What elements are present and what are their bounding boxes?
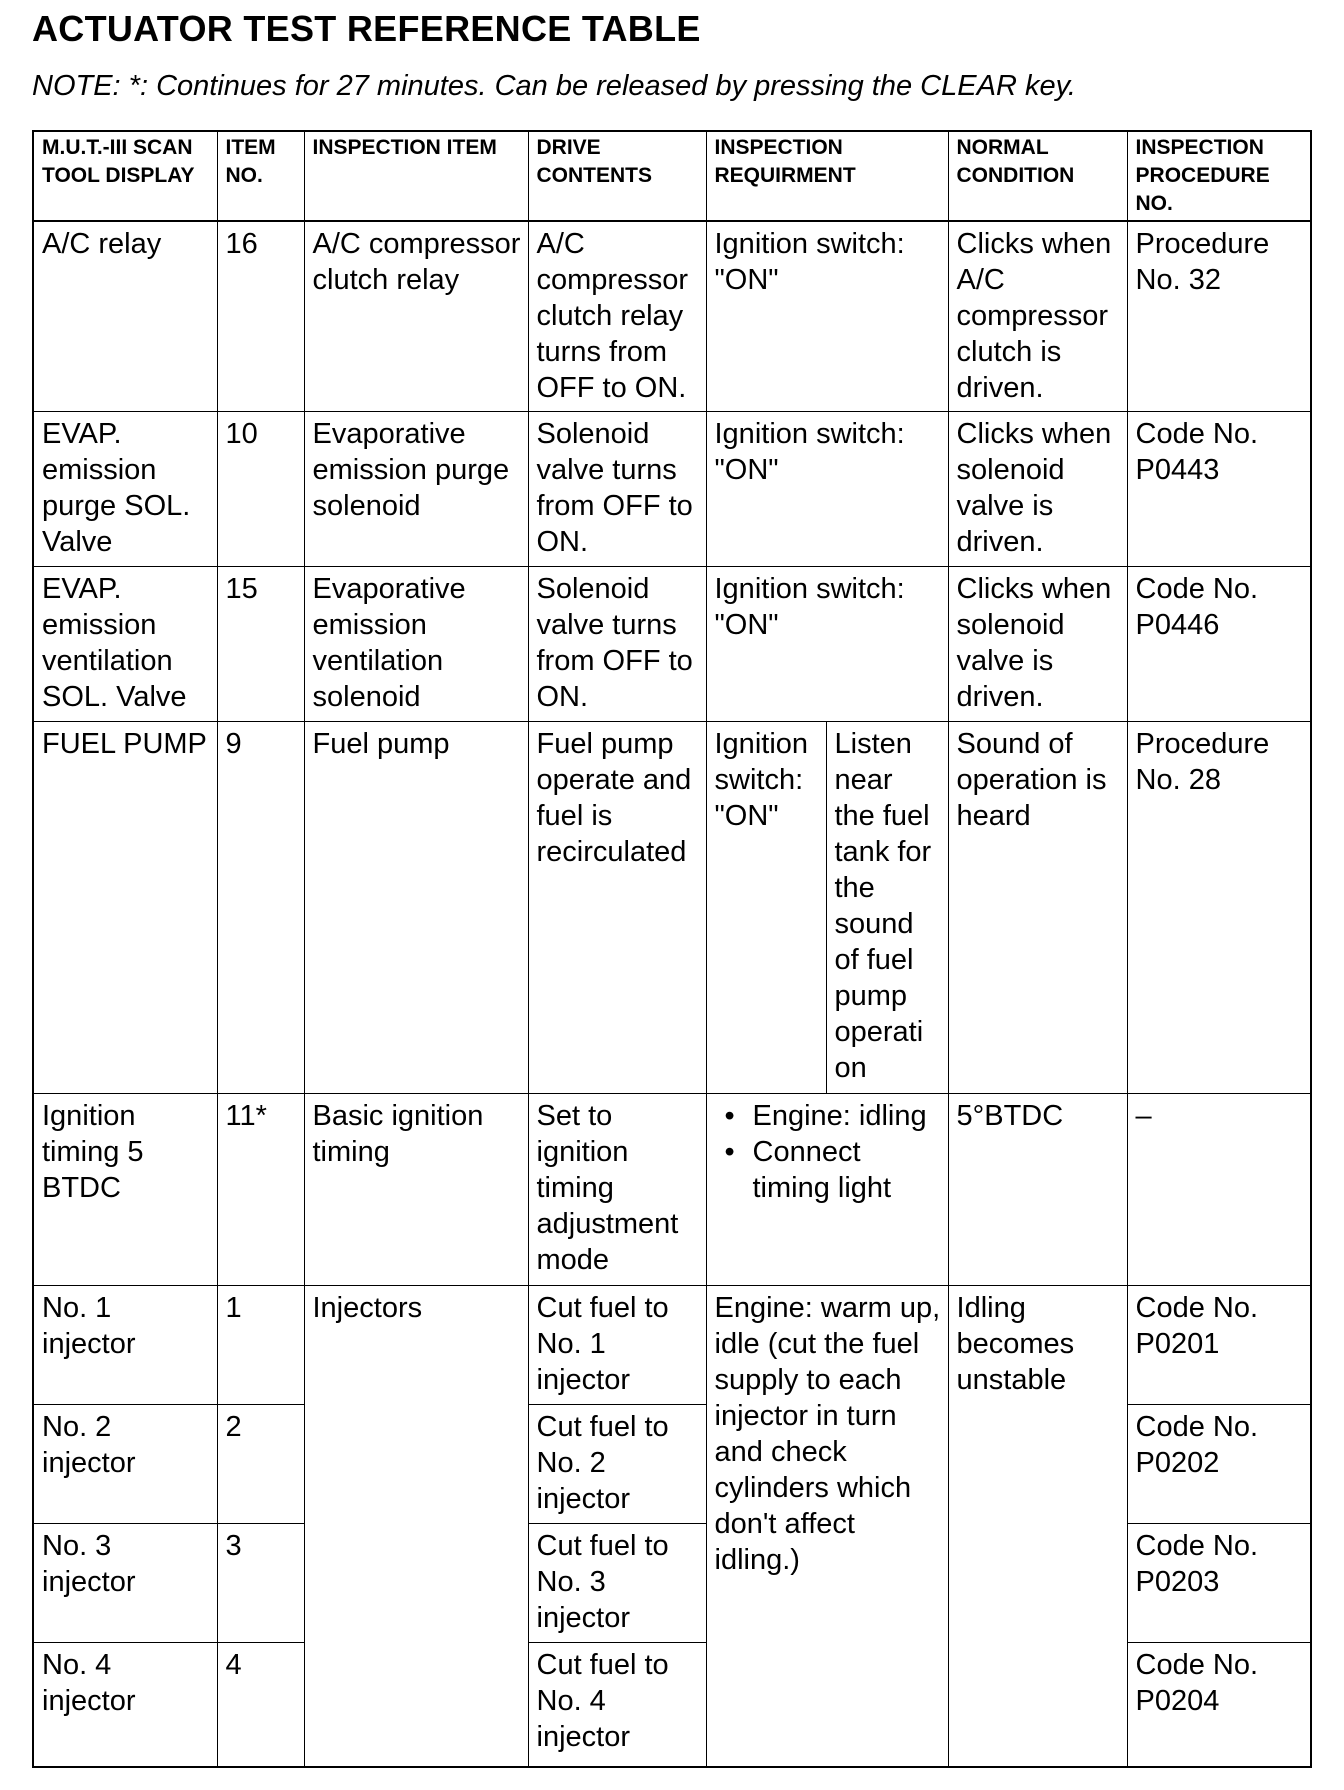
header-inspection-item: INSPECTION ITEM bbox=[304, 131, 528, 221]
header-display: M.U.T.-III SCAN TOOL DISPLAY bbox=[33, 131, 217, 221]
table-row bbox=[33, 221, 1311, 411]
cell-procedure: Procedure No. 32 bbox=[1127, 221, 1311, 411]
table-row bbox=[33, 411, 1311, 566]
cell-inspection-item: Evaporative emission purge solenoid bbox=[304, 411, 528, 566]
header-inspection-requirement: INSPECTION REQUIRMENT bbox=[706, 131, 948, 221]
table-row bbox=[33, 1094, 1311, 1285]
header-drive-contents: DRIVE CONTENTS bbox=[528, 131, 706, 221]
cell-inspection-item: Evaporative emission ventilation solenoid bbox=[304, 567, 528, 722]
cell-normal-condition: Sound of operation is heard bbox=[948, 722, 1127, 1094]
requirement-bullet-list bbox=[715, 1098, 941, 1206]
cell-normal-condition: 5°BTDC bbox=[948, 1094, 1127, 1285]
cell-procedure: Code No. P0202 bbox=[1127, 1404, 1311, 1523]
table-row bbox=[33, 567, 1311, 722]
cell-item-no: 16 bbox=[217, 221, 304, 411]
cell-inspection-item: A/C compressor clutch relay bbox=[304, 221, 528, 411]
cell-normal-condition: Idling becomes unstable bbox=[948, 1285, 1127, 1767]
cell-normal-condition: Clicks when solenoid valve is driven. bbox=[948, 567, 1127, 722]
cell-drive-contents: Fuel pump operate and fuel is recirculated bbox=[528, 722, 706, 1094]
cell-requirement-listen: Listen near the fuel tank for the sound of fuel pump operati on bbox=[826, 722, 948, 1094]
header-row bbox=[33, 131, 1311, 221]
cell-item-no: 2 bbox=[217, 1404, 304, 1523]
actuator-test-table bbox=[32, 130, 1312, 1768]
cell-drive-contents: Cut fuel to No. 3 injector bbox=[528, 1523, 706, 1642]
note-text: NOTE: *: Continues for 27 minutes. Can be released by pressing the CLEAR key. bbox=[32, 70, 1076, 102]
cell-item-no: 10 bbox=[217, 411, 304, 566]
cell-drive-contents: Cut fuel to No. 1 injector bbox=[528, 1285, 706, 1404]
cell-display: No. 3 injector bbox=[33, 1523, 217, 1642]
cell-display: No. 1 injector bbox=[33, 1285, 217, 1404]
header-item-no: ITEM NO. bbox=[217, 131, 304, 221]
cell-item-no: 9 bbox=[217, 722, 304, 1094]
cell-procedure: Procedure No. 28 bbox=[1127, 722, 1311, 1094]
cell-requirement-switch: Ignition switch: "ON" bbox=[706, 722, 826, 1094]
bullet-item: • Connect timing light bbox=[753, 1134, 941, 1206]
cell-item-no: 11* bbox=[217, 1094, 304, 1285]
cell-drive-contents: Cut fuel to No. 2 injector bbox=[528, 1404, 706, 1523]
cell-procedure: Code No. P0443 bbox=[1127, 411, 1311, 566]
cell-item-no: 3 bbox=[217, 1523, 304, 1642]
cell-requirement: Ignition switch: "ON" bbox=[706, 411, 948, 566]
cell-normal-condition: Clicks when solenoid valve is driven. bbox=[948, 411, 1127, 566]
cell-display: EVAP. emission purge SOL. Valve bbox=[33, 411, 217, 566]
cell-item-no: 1 bbox=[217, 1285, 304, 1404]
cell-procedure: Code No. P0446 bbox=[1127, 567, 1311, 722]
cell-drive-contents: Solenoid valve turns from OFF to ON. bbox=[528, 567, 706, 722]
cell-display: No. 2 injector bbox=[33, 1404, 217, 1523]
cell-display: Ignition timing 5 BTDC bbox=[33, 1094, 217, 1285]
table-row bbox=[33, 1285, 1311, 1404]
cell-normal-condition: Clicks when A/C compressor clutch is driven. bbox=[948, 221, 1127, 411]
cell-display: A/C relay bbox=[33, 221, 217, 411]
cell-drive-contents: Set to ignition timing adjustment mode bbox=[528, 1094, 706, 1285]
cell-procedure: Code No. P0204 bbox=[1127, 1643, 1311, 1767]
cell-requirement: Ignition switch: "ON" bbox=[706, 567, 948, 722]
cell-item-no: 4 bbox=[217, 1643, 304, 1767]
cell-display: No. 4 injector bbox=[33, 1643, 217, 1767]
cell-drive-contents: A/C compressor clutch relay turns from OFF to ON. bbox=[528, 221, 706, 411]
bullet-item: • Engine: idling bbox=[753, 1098, 941, 1134]
cell-display: FUEL PUMP bbox=[33, 722, 217, 1094]
cell-inspection-item: Fuel pump bbox=[304, 722, 528, 1094]
cell-display: EVAP. emission ventilation SOL. Valve bbox=[33, 567, 217, 722]
cell-requirement: Engine: warm up, idle (cut the fuel supply to each injector in turn and check cylinders which don't affect idling.) bbox=[706, 1285, 948, 1767]
cell-drive-contents: Cut fuel to No. 4 injector bbox=[528, 1643, 706, 1767]
cell-requirement: Ignition switch: "ON" bbox=[706, 221, 948, 411]
cell-procedure: Code No. P0201 bbox=[1127, 1285, 1311, 1404]
cell-inspection-item: Basic ignition timing bbox=[304, 1094, 528, 1285]
cell-procedure: – bbox=[1127, 1094, 1311, 1285]
cell-requirement bbox=[706, 1094, 948, 1285]
header-normal-condition: NORMAL CONDITION bbox=[948, 131, 1127, 221]
cell-procedure: Code No. P0203 bbox=[1127, 1523, 1311, 1642]
table-row bbox=[33, 722, 1311, 1094]
cell-inspection-item: Injectors bbox=[304, 1285, 528, 1767]
page-title: ACTUATOR TEST REFERENCE TABLE bbox=[32, 8, 701, 49]
cell-drive-contents: Solenoid valve turns from OFF to ON. bbox=[528, 411, 706, 566]
cell-item-no: 15 bbox=[217, 567, 304, 722]
header-inspection-procedure: INSPECTION PROCEDURE NO. bbox=[1127, 131, 1311, 221]
